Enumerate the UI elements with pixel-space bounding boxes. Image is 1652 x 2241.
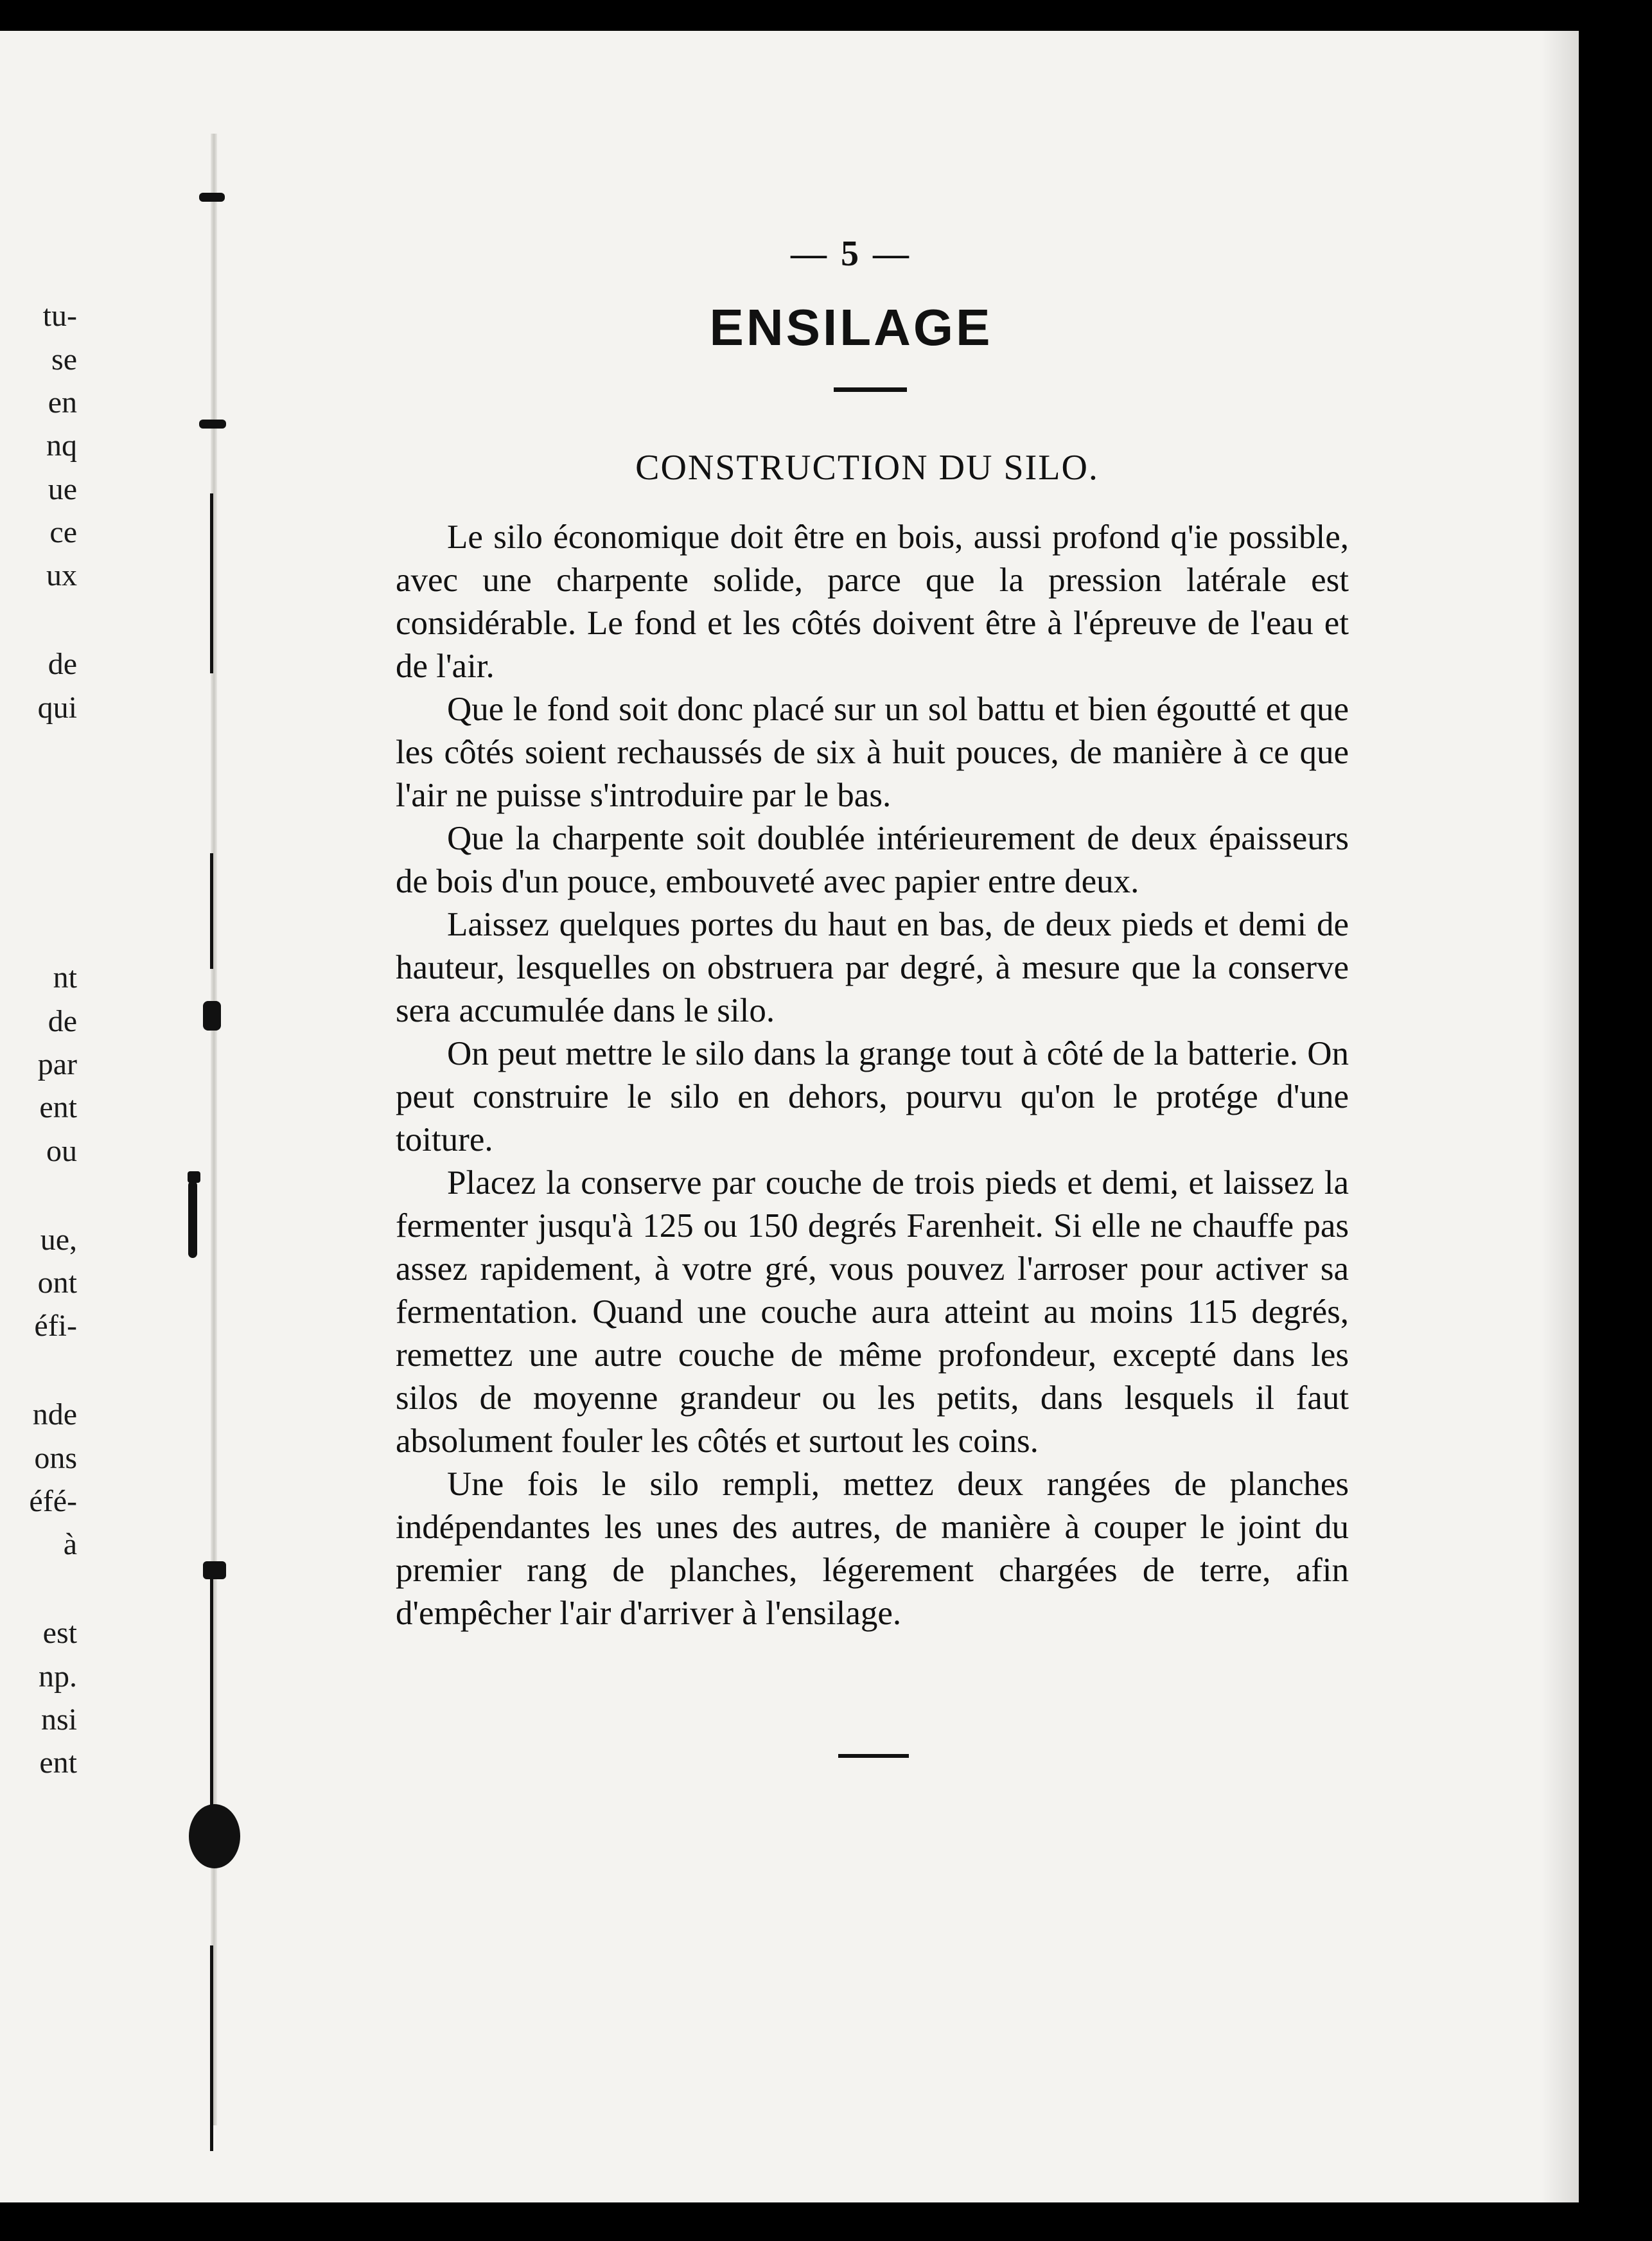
title-rule [834, 387, 907, 392]
binding-thread [210, 1945, 213, 2151]
facing-page-fragment: est [42, 1616, 77, 1650]
page-number: — 5 — [791, 234, 911, 274]
facing-page-fragment: ons [34, 1441, 77, 1475]
facing-page-fragment: np. [39, 1660, 77, 1694]
page-title: ENSILAGE [709, 299, 993, 356]
paragraph: Une fois le silo rempli, mettez deux rangées de planches indépendantes les unes des autres, de manière à couper le joint du premier rang de planches, légerement chargées de terre, afin d'empêcher l'air d'arriver à l'ensilage. [396, 1466, 1349, 1632]
facing-page-fragment: nq [46, 429, 77, 463]
end-rule [838, 1754, 909, 1758]
facing-page-fragment: nde [32, 1397, 77, 1431]
binding-thread [210, 493, 213, 673]
facing-page-fragment: ux [46, 558, 77, 592]
facing-page-fragment: qui [37, 691, 77, 725]
paragraph: Que le fond soit donc placé sur un sol battu et bien égoutté et que les côtés soient rechaussés de six à huit pouces, de manière à ce que l'air ne puisse s'introduire par le bas. [396, 691, 1349, 814]
facing-page-fragment: en [48, 385, 77, 420]
facing-page-fragment: tu- [42, 299, 77, 333]
binding-thread [210, 853, 213, 969]
facing-page-fragment: ent [39, 1746, 77, 1780]
body-text [396, 516, 1349, 1635]
binding-mark [203, 1001, 221, 1031]
facing-page-fragment: ue [48, 472, 77, 506]
binding-mark [199, 420, 226, 429]
binding-mark [188, 1181, 197, 1258]
facing-page-fragment: par [37, 1047, 77, 1081]
facing-page-fragment: nt [53, 961, 77, 995]
facing-page-fragment: ou [46, 1134, 77, 1168]
facing-page-fragment: éfi- [34, 1309, 77, 1343]
facing-page-fragment: ue, [40, 1223, 77, 1257]
binding-mark [203, 1561, 226, 1579]
wax-seal-mark [189, 1804, 240, 1868]
paragraph: Le silo économique doit être en bois, aussi profond q'ie possible, avec une charpente solide, parce que la pression latérale est considérable. Le fond et les côtés doivent être à l'épreuve de l'eau et de l'air. [396, 518, 1349, 685]
binding-thread [210, 1573, 213, 1811]
scanned-page [0, 31, 1579, 2202]
section-heading: CONSTRUCTION DU SILO. [635, 448, 1099, 488]
facing-page-fragment: de [48, 1004, 77, 1038]
paragraph: On peut mettre le silo dans la grange tout à côté de la batterie. On peut construire le silo en dehors, pourvu qu'on le protége d'une toiture. [396, 1035, 1349, 1158]
facing-page-fragment: nsi [40, 1703, 77, 1737]
facing-page-fragment: de [48, 647, 77, 681]
paragraph: Laissez quelques portes du haut en bas, de deux pieds et demi de hauteur, lesquelles on obstruera par degré, à mesure que la conserve sera accumulée dans le silo. [396, 906, 1349, 1029]
facing-page-fragment: à [63, 1527, 77, 1561]
binding-mark [199, 193, 225, 202]
facing-page-fragment: ce [49, 515, 77, 549]
paragraph: Que la charpente soit doublée intérieurement de deux épaisseurs de bois d'un pouce, embouveté avec papier entre deux. [396, 820, 1349, 900]
facing-page-fragment: éfé- [29, 1484, 77, 1518]
facing-page-fragment: ont [37, 1266, 77, 1300]
facing-page-fragment: se [51, 342, 77, 376]
paragraph: Placez la conserve par couche de trois pieds et demi, et laissez la fermenter jusqu'à 125 ou 150 degrés Farenheit. Si elle ne chauffe pas assez rapidement, à votre gré, vous pouvez l'arroser pour activer sa fermentation. Quand une couche aura atteint au moins 115 degrés, remettez une autre couche de même profondeur, excepté dans les silos de moyenne grandeur ou les petits, dans lesquels il faut absolument fouler les côtés et surtout les coins. [396, 1164, 1349, 1460]
facing-page-fragment: ent [39, 1090, 77, 1124]
